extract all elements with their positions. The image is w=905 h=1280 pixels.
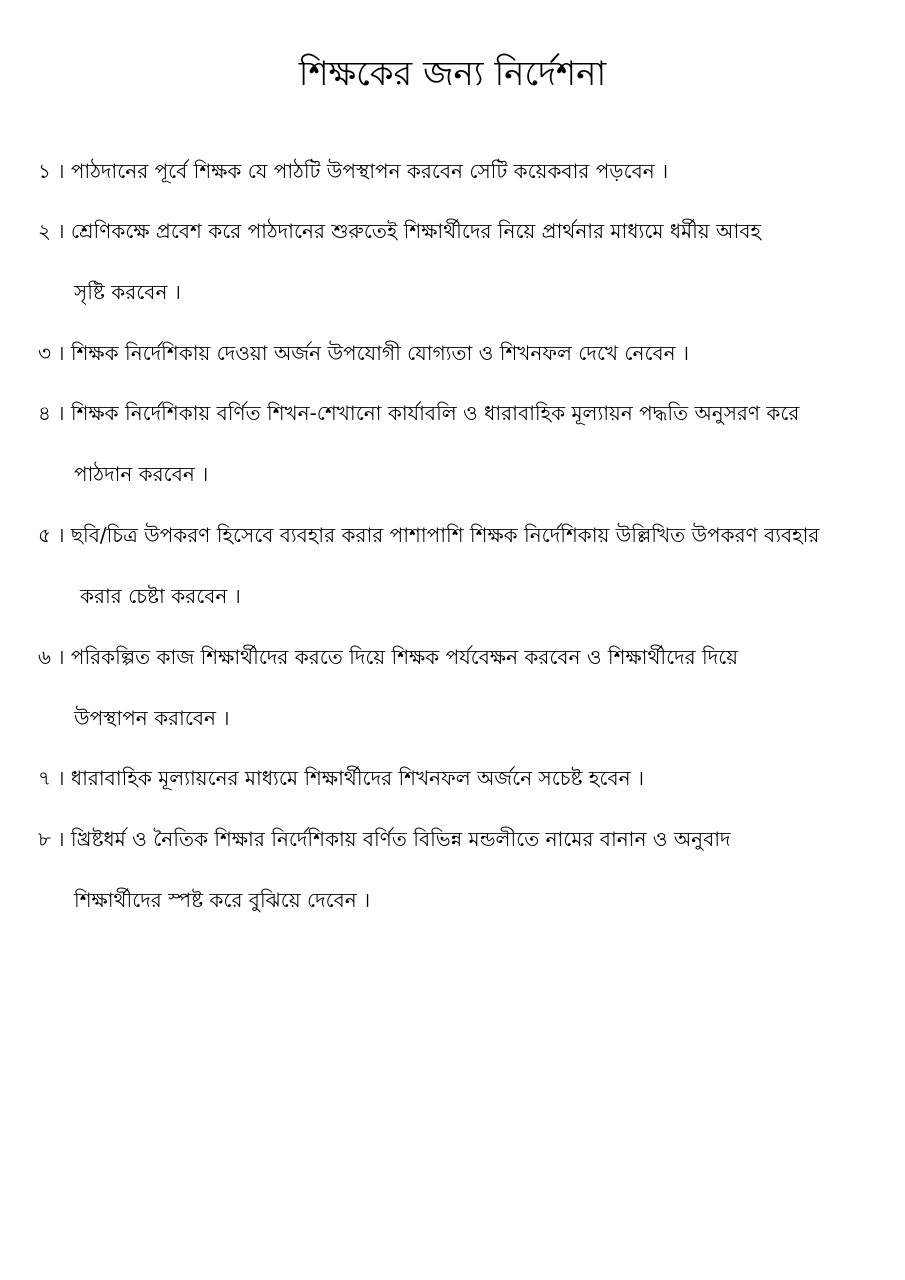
instruction-item-6 bbox=[38, 642, 888, 733]
instruction-number: ৩ । bbox=[38, 341, 65, 365]
instruction-number: ৭ । bbox=[38, 766, 65, 790]
instruction-item-7 bbox=[38, 763, 888, 793]
instruction-item-8 bbox=[38, 824, 888, 915]
instruction-line bbox=[38, 642, 888, 672]
instruction-number: ৫ । bbox=[38, 523, 65, 547]
instruction-line bbox=[38, 216, 888, 246]
instruction-number: ২ । bbox=[38, 219, 65, 243]
instruction-text: খ্রিষ্টধর্ম ও নৈতিক শিক্ষার নির্দেশিকায় বর্ণিত বিভিন্ন মন্ডলীতে নামের বানান ও অনুবাদ bbox=[70, 827, 731, 851]
instruction-text: শ্রেণিকক্ষে প্রবেশ করে পাঠদানের শুরুতেই শিক্ষার্থীদের নিয়ে প্রার্থনার মাধ্যমে ধর্মীয় আবহ bbox=[70, 219, 761, 243]
instruction-continuation: শিক্ষার্থীদের স্পষ্ট করে বুঝিয়ে দেবেন । bbox=[74, 888, 371, 912]
instruction-item-2 bbox=[38, 216, 888, 307]
instruction-line bbox=[38, 398, 888, 428]
instruction-number: ৪ । bbox=[38, 401, 65, 425]
instruction-line bbox=[38, 520, 888, 550]
instruction-continuation: সৃষ্টি করবেন । bbox=[74, 280, 181, 304]
instruction-line bbox=[38, 824, 888, 854]
instruction-line bbox=[38, 156, 888, 186]
instruction-number: ১ । bbox=[38, 159, 65, 183]
instruction-item-3 bbox=[38, 338, 888, 368]
instruction-continuation: করার চেষ্টা করবেন । bbox=[80, 584, 241, 608]
page-title: শিক্ষকের জন্য নির্দেশনা bbox=[298, 54, 607, 94]
instruction-text: ছবি/চিত্র উপকরণ হিসেবে ব্যবহার করার পাশাপাশি শিক্ষক নির্দেশিকায় উল্লিখিত উপকরণ ব্যবহার bbox=[70, 523, 820, 547]
instruction-number: ৬ । bbox=[38, 645, 65, 669]
instruction-text: শিক্ষক নির্দেশিকায় দেওয়া অর্জন উপযোগী যোগ্যতা ও শিখনফল দেখে নেবেন । bbox=[70, 341, 690, 365]
instruction-line bbox=[38, 338, 888, 368]
instruction-continuation: উপস্থাপন করাবেন । bbox=[74, 706, 230, 730]
instruction-item-1 bbox=[38, 156, 888, 186]
instruction-item-4 bbox=[38, 398, 888, 489]
instruction-number: ৮ । bbox=[38, 827, 65, 851]
instruction-text: ধারাবাহিক মূল্যায়নের মাধ্যমে শিক্ষার্থীদের শিখনফল অর্জনে সচেষ্ট হবেন । bbox=[70, 766, 645, 790]
instruction-item-5 bbox=[38, 520, 888, 611]
instruction-text: শিক্ষক নির্দেশিকায় বর্ণিত শিখন-শেখানো কার্যাবলি ও ধারাবাহিক মূল্যায়ন পদ্ধতি অনুসরণ করে bbox=[70, 401, 800, 425]
instruction-text: পাঠদানের পূর্বে শিক্ষক যে পাঠটি উপস্থাপন করবেন সেটি কয়েকবার পড়বেন । bbox=[70, 159, 669, 183]
instruction-line bbox=[38, 763, 888, 793]
instruction-continuation: পাঠদান করবেন । bbox=[74, 462, 209, 486]
instruction-text: পরিকল্পিত কাজ শিক্ষার্থীদের করতে দিয়ে শিক্ষক পর্যবেক্ষন করবেন ও শিক্ষার্থীদের দিয়ে bbox=[70, 645, 739, 669]
